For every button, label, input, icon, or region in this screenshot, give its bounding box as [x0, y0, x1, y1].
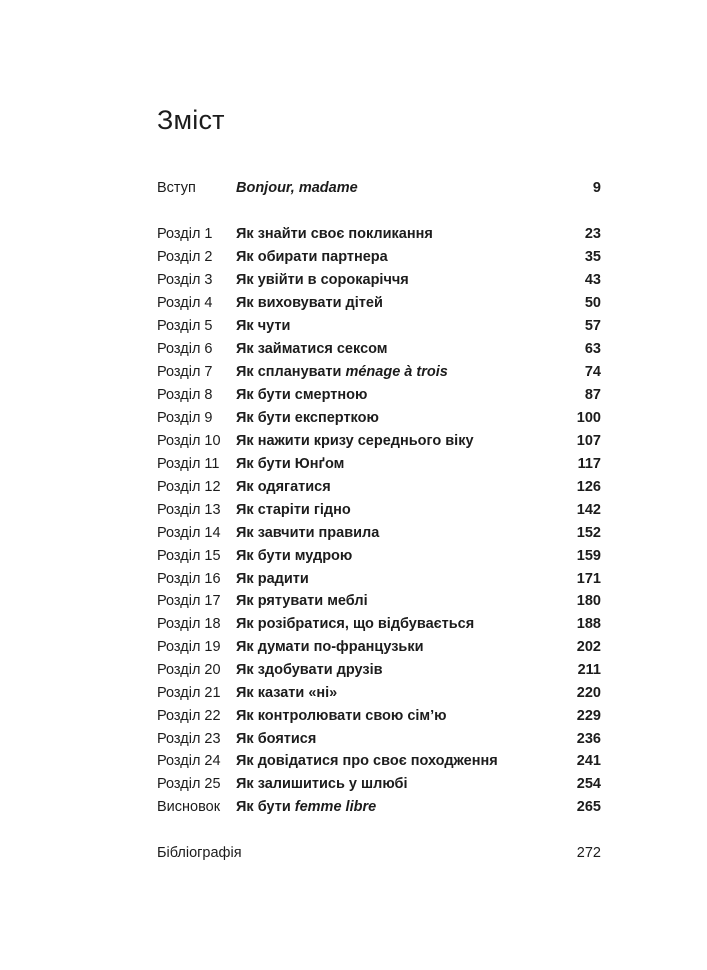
toc-entry-chapter-9[interactable] [157, 407, 601, 430]
toc-entry-chapter-10[interactable] [157, 430, 601, 453]
entry-label: Розділ 21 [157, 685, 221, 701]
entry-title: Як обирати партнера [236, 249, 388, 265]
toc-entry-chapter-22[interactable] [157, 705, 601, 728]
toc-entry-chapter-19[interactable] [157, 636, 601, 659]
toc-entry-chapter-21[interactable] [157, 682, 601, 705]
toc-entry-chapter-24[interactable] [157, 750, 601, 773]
entry-title [236, 177, 358, 200]
entry-label: Розділ 1 [157, 226, 213, 242]
toc-entry-chapter-4[interactable] [157, 292, 601, 315]
entry-page-number: 159 [576, 548, 601, 564]
entry-title: Як залишитись у шлюбі [236, 776, 408, 792]
toc-entry-chapter-17[interactable] [157, 590, 601, 613]
entry-label: Розділ 6 [157, 341, 213, 357]
entry-label: Розділ 19 [157, 639, 221, 655]
entry-label: Розділ 24 [157, 753, 221, 769]
entry-label: Розділ 22 [157, 708, 221, 724]
entry-title: Як рятувати меблі [236, 593, 368, 609]
entry-label: Розділ 9 [157, 410, 213, 426]
entry-label: Розділ 18 [157, 616, 221, 632]
entry-title: Як боятися [236, 731, 317, 747]
entry-title: Як одягатися [236, 479, 331, 495]
entry-title: Як бути смертною [236, 387, 368, 403]
entry-label: Розділ 15 [157, 548, 221, 564]
entry-page-number: 152 [576, 525, 601, 541]
entry-page-number: 265 [576, 799, 601, 815]
entry-page-number: 23 [584, 226, 601, 242]
entry-label: Розділ 13 [157, 502, 221, 518]
entry-page-number: 107 [576, 433, 601, 449]
entry-label: Висновок [157, 799, 221, 815]
entry-title [236, 361, 448, 384]
entry-page-number: 9 [592, 180, 601, 196]
entry-page-number: 241 [576, 753, 601, 769]
toc-entry-chapter-5[interactable] [157, 315, 601, 338]
entry-label: Вступ [157, 180, 196, 196]
entry-page-number: 35 [584, 249, 601, 265]
entry-page-number: 74 [584, 364, 601, 380]
entry-title: Як казати «ні» [236, 685, 338, 701]
entry-page-number: 254 [576, 776, 601, 792]
entry-page-number: 50 [584, 295, 601, 311]
toc-entry-chapter-13[interactable] [157, 499, 601, 522]
entry-title: Як нажити кризу середнього віку [236, 433, 474, 449]
entry-page-number: 188 [576, 616, 601, 632]
entry-label: Розділ 25 [157, 776, 221, 792]
entry-page-number: 57 [584, 318, 601, 334]
toc-entry-chapter-2[interactable] [157, 246, 601, 269]
toc-entry-chapter-16[interactable] [157, 568, 601, 591]
entry-page-number: 87 [584, 387, 601, 403]
entry-page-number: 220 [576, 685, 601, 701]
entry-title [236, 796, 376, 819]
entry-page-number: 171 [576, 571, 601, 587]
entry-title-text: Як бути [236, 799, 295, 815]
entry-page-number: 272 [576, 845, 601, 861]
entry-label: Розділ 2 [157, 249, 213, 265]
toc-entry-chapter-14[interactable] [157, 522, 601, 545]
toc-entry-bibliography[interactable] [157, 842, 601, 865]
entry-label: Розділ 7 [157, 364, 213, 380]
entry-label: Розділ 8 [157, 387, 213, 403]
entry-page-number: 180 [576, 593, 601, 609]
entry-page-number: 211 [577, 662, 601, 678]
entry-title: Як займатися сексом [236, 341, 388, 357]
entry-title: Як старіти гідно [236, 502, 351, 518]
entry-title: Як виховувати дітей [236, 295, 383, 311]
entry-title: Як завчити правила [236, 525, 380, 541]
entry-title: Як бути Юнґом [236, 456, 345, 472]
entry-title: Як увійти в сорокаріччя [236, 272, 409, 288]
toc-entry-chapter-1[interactable] [157, 223, 601, 246]
toc-entry-chapter-3[interactable] [157, 269, 601, 292]
entry-label: Розділ 12 [157, 479, 221, 495]
entry-title: Як бути мудрою [236, 548, 353, 564]
entry-page-number: 126 [576, 479, 601, 495]
entry-page-number: 117 [577, 456, 601, 472]
entry-title-italic: Bonjour, madame [236, 180, 358, 196]
entry-label: Розділ 17 [157, 593, 221, 609]
entry-page-number: 63 [584, 341, 601, 357]
entry-label: Розділ 3 [157, 272, 213, 288]
toc-entry-intro[interactable] [157, 177, 601, 200]
toc-entry-chapter-7[interactable] [157, 361, 601, 384]
entry-label: Розділ 5 [157, 318, 213, 334]
entry-label: Розділ 14 [157, 525, 221, 541]
entry-label: Розділ 20 [157, 662, 221, 678]
toc-entry-chapter-15[interactable] [157, 545, 601, 568]
page-title: Зміст [157, 105, 225, 135]
entry-title-italic: ménage à trois [345, 364, 448, 380]
entry-page-number: 202 [576, 639, 601, 655]
entry-title: Як бути експерткою [236, 410, 379, 426]
entry-label: Бібліографія [157, 845, 242, 861]
toc-entry-chapter-25[interactable] [157, 773, 601, 796]
toc-entry-conclusion[interactable] [157, 796, 601, 819]
entry-label: Розділ 11 [157, 456, 220, 472]
entry-label: Розділ 23 [157, 731, 221, 747]
entry-title-text: Як спланувати [236, 364, 346, 380]
toc-entry-chapter-18[interactable] [157, 613, 601, 636]
entry-title: Як радити [236, 571, 309, 587]
entry-page-number: 100 [576, 410, 601, 426]
entry-title: Як чути [236, 318, 291, 334]
entry-page-number: 229 [576, 708, 601, 724]
entry-page-number: 142 [576, 502, 601, 518]
toc-entry-chapter-23[interactable] [157, 728, 601, 751]
entry-title: Як довідатися про своє походження [236, 753, 498, 769]
entry-title: Як думати по-французьки [236, 639, 424, 655]
entry-title: Як розібратися, що відбувається [236, 616, 475, 632]
entry-label: Розділ 4 [157, 295, 213, 311]
entry-label: Розділ 10 [157, 433, 221, 449]
entry-label: Розділ 16 [157, 571, 221, 587]
entry-page-number: 43 [584, 272, 601, 288]
entry-title: Як знайти своє покликання [236, 226, 433, 242]
entry-title: Як контролювати свою сім’ю [236, 708, 447, 724]
toc-entry-chapter-20[interactable] [157, 659, 601, 682]
entry-page-number: 236 [576, 731, 601, 747]
toc-entry-chapter-12[interactable] [157, 476, 601, 499]
entry-title: Як здобувати друзів [236, 662, 383, 678]
toc-entry-chapter-8[interactable] [157, 384, 601, 407]
toc-entry-chapter-6[interactable] [157, 338, 601, 361]
entry-title-italic: femme libre [294, 799, 377, 815]
toc-entry-chapter-11[interactable] [157, 453, 601, 476]
